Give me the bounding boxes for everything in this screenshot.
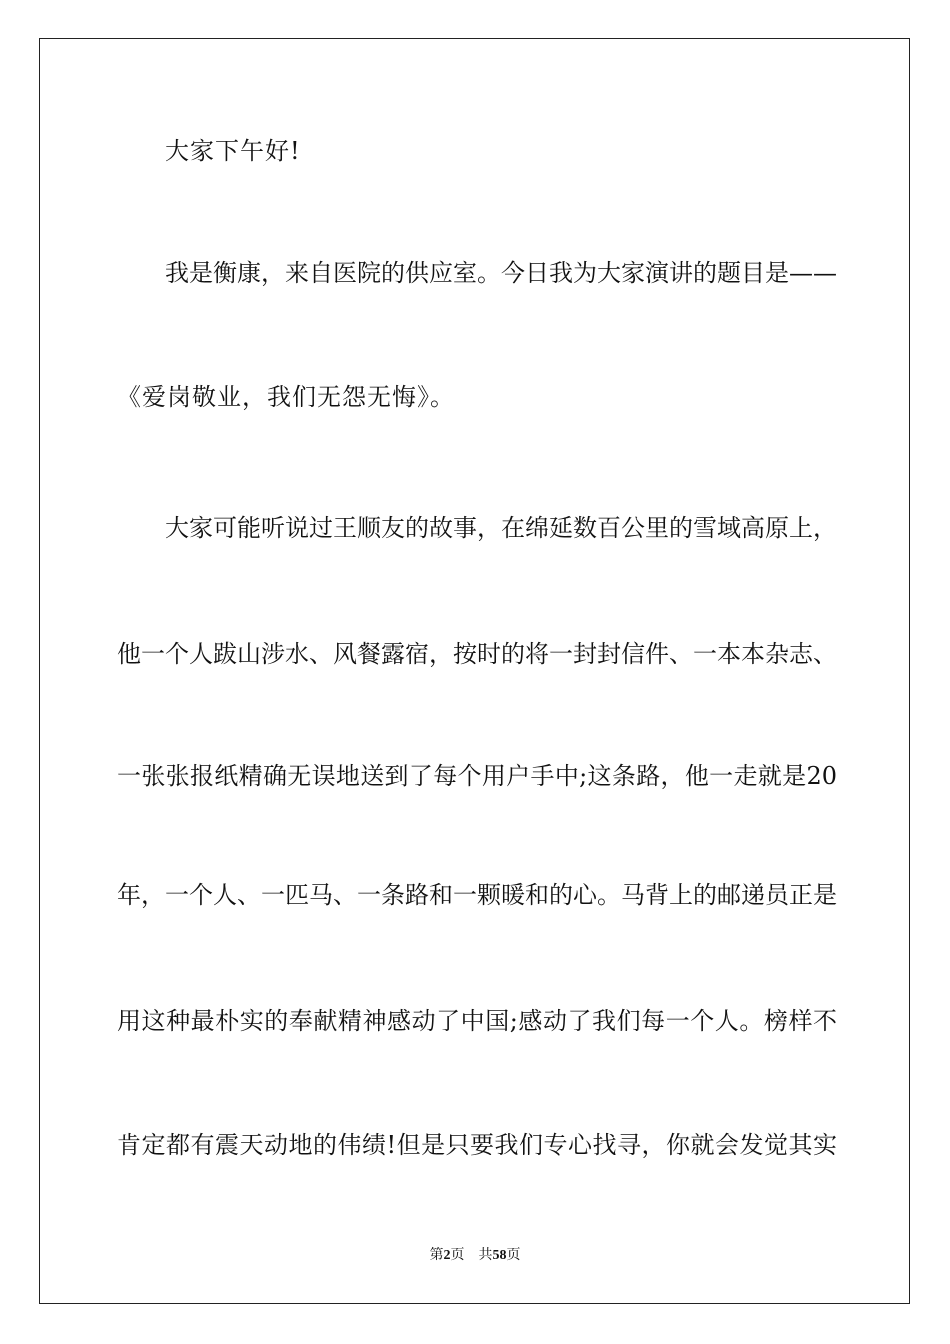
text-line-story-5: 用这种最朴实的奉献精神感动了中国;感动了我们每一个人。榜样不 — [117, 1007, 837, 1035]
footer-page-unit: 页 — [450, 1248, 465, 1263]
footer-total-prefix: 共 — [478, 1248, 493, 1263]
text-line-story-6: 肯定都有震天动地的伟绩!但是只要我们专心找寻，你就会发觉其实 — [117, 1131, 837, 1159]
footer-total-pages: 58 — [492, 1248, 507, 1263]
footer-page-number: 2 — [443, 1248, 451, 1263]
text-line-story-4: 年，一个人、一匹马、一条路和一颗暖和的心。马背上的邮递员正是 — [117, 881, 837, 909]
text-line-greeting: 大家下午好! — [165, 137, 301, 165]
text-line-intro: 我是衡康，来自医院的供应室。今日我为大家演讲的题目是—— — [165, 259, 837, 287]
text-line-story-1: 大家可能听说过王顺友的故事，在绵延数百公里的雪域高原上， — [165, 514, 837, 542]
text-line-story-3: 一张张报纸精确无误地送到了每个用户手中;这条路，他一走就是20 — [117, 762, 837, 790]
page-footer — [0, 1244, 950, 1264]
footer-total-unit: 页 — [506, 1248, 521, 1263]
text-line-story-2: 他一个人跋山涉水、风餐露宿，按时的将一封封信件、一本本杂志、 — [117, 640, 837, 668]
text-line-title: 《爱岗敬业，我们无怨无悔》。 — [117, 383, 455, 411]
footer-page-prefix: 第 — [429, 1248, 444, 1263]
